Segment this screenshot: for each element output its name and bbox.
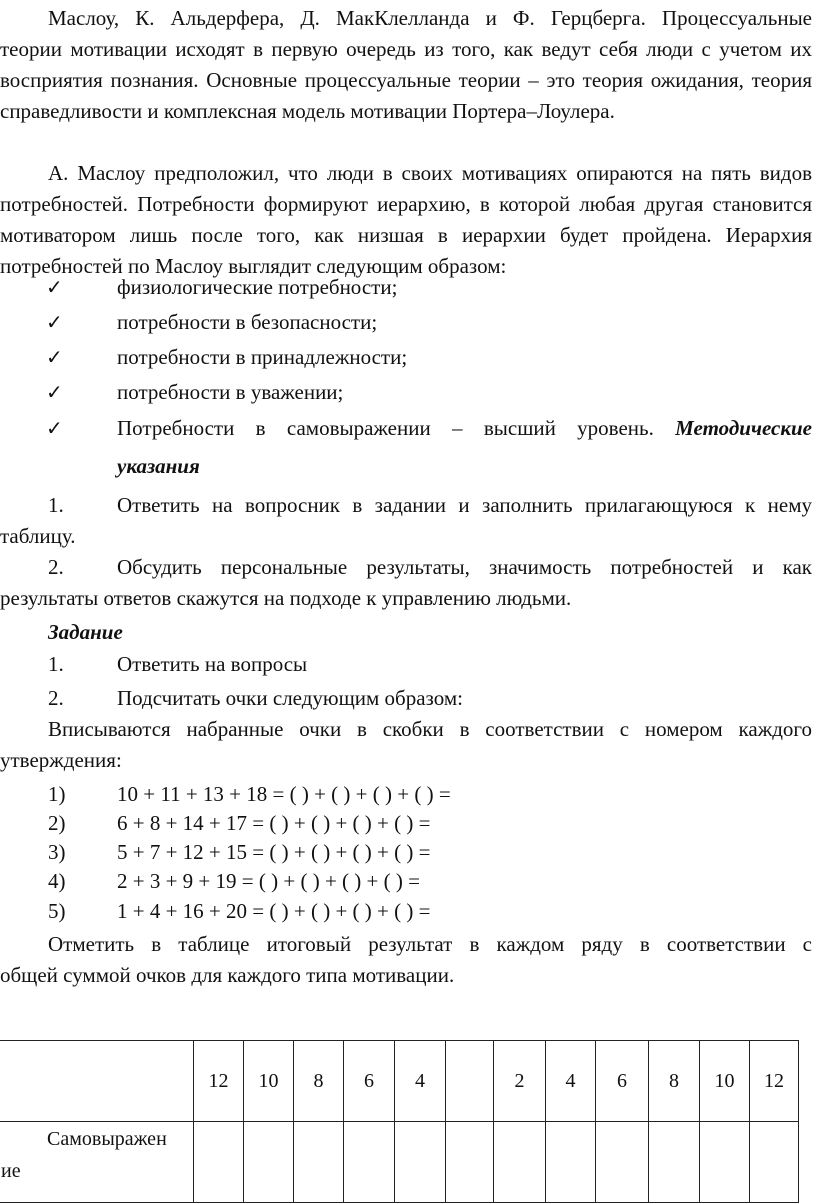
table-cell[interactable] [395,1122,446,1203]
table-cell[interactable] [344,1122,395,1203]
table-cell[interactable] [194,1122,244,1203]
table-cell[interactable] [649,1122,700,1203]
method-item-number: 2. [48,555,64,579]
formula-number: 4) [48,869,66,893]
checklist-item-text: Потребности в самовыражении – высший уровень. [117,416,654,440]
table-row-label [0,1122,194,1203]
table-header-cell: 4 [395,1041,446,1122]
table-header-cell: 12 [194,1041,244,1122]
table-cell[interactable] [596,1122,649,1203]
check-icon: ✓ [46,275,63,299]
formula-text: 10 + 11 + 13 + 18 = ( ) + ( ) + ( ) + ( ) = [117,782,451,806]
check-icon: ✓ [46,345,63,369]
task-step-text: Подсчитать очки следующим образом: [117,686,463,710]
maslow-paragraph: А. Маслоу предположил, что люди в своих мотивациях опираются на пять видов потребностей. Потребности формируют иерархию, в которой любая другая становится мотиватором лишь после того, как низшая в иерархии будет пройдена. Иерархия потребностей по Маслоу выглядит следующим образом: [0,161,812,278]
checklist-item: потребности в безопасности; [117,310,378,334]
intro-paragraph: теории мотивации исходят в первую очередь из того, как ведут себя люди с учетом их восприятия познания. Основные процессуальные теории – это теория ожидания, теория справедливости и комплексная модель мотивации Портера–Лоулера. [0,37,812,123]
results-table [0,1040,799,1203]
table-cell[interactable] [546,1122,596,1203]
checklist-item: физиологические потребности; [117,275,398,299]
check-icon: ✓ [46,416,63,440]
method-item-text: Обсудить персональные результаты, значимость потребностей и как [117,555,812,579]
formula-number: 1) [48,782,66,806]
row-label-line2: ие [1,1160,21,1182]
formula-text: 5 + 7 + 12 + 15 = ( ) + ( ) + ( ) + ( ) = [117,840,431,864]
table-cell[interactable] [244,1122,294,1203]
table-header-cell: 6 [344,1041,395,1122]
table-cell[interactable] [446,1122,494,1203]
table-header-cell: 6 [596,1041,649,1122]
table-header-cell: 10 [700,1041,750,1122]
table-cell[interactable] [700,1122,750,1203]
intro-paragraph-line1: Маслоу, К. Альдерфера, Д. МакКлелланда и Ф. Герцберга. Процессуальные [48,6,812,30]
task-step-number: 2. [48,686,64,710]
table-cell[interactable] [294,1122,344,1203]
task-instruction: Вписываются набранные очки в скобки в соответствии с номером каждого [48,717,812,741]
method-item-number: 1. [48,493,64,517]
check-icon: ✓ [46,380,63,404]
checklist-item: потребности в уважении; [117,380,344,404]
table-cell[interactable] [750,1122,799,1203]
table-header-cell: 8 [649,1041,700,1122]
formula-number: 3) [48,840,66,864]
formula-text: 2 + 3 + 9 + 19 = ( ) + ( ) + ( ) + ( ) = [117,869,420,893]
table-header-cell: 4 [546,1041,596,1122]
table-header-cell [446,1041,494,1122]
task-heading: Задание [48,620,123,644]
table-header-cell: 2 [494,1041,546,1122]
table-header-row [0,1041,799,1122]
table-header-cell: 12 [750,1041,799,1122]
table-header-cell: 10 [244,1041,294,1122]
task-instruction-cont: утверждения: [0,748,122,772]
method-heading-continued: указания [117,454,200,478]
checklist-item: потребности в принадлежности; [117,345,408,369]
formula-number: 5) [48,899,66,923]
final-instruction: Отметить в таблице итоговый результат в каждом ряду в соответствии с [48,932,812,956]
checklist-item-last [117,413,812,444]
task-step-text: Ответить на вопросы [117,652,308,676]
method-item-text-cont: таблицу. [0,524,76,548]
formula-number: 2) [48,811,66,835]
method-item-text: Ответить на вопросник в задании и заполнить прилагающуюся к нему [117,493,812,517]
table-corner-cell [0,1041,194,1122]
check-icon: ✓ [46,310,63,334]
method-heading: Методические [675,416,812,440]
task-step-number: 1. [48,652,64,676]
method-item-text-cont: результаты ответов скажутся на подходе к управлению людьми. [0,586,572,610]
formula-text: 6 + 8 + 14 + 17 = ( ) + ( ) + ( ) + ( ) = [117,811,431,835]
final-instruction-cont: общей суммой очков для каждого типа мотивации. [0,963,455,987]
table-cell[interactable] [494,1122,546,1203]
table-header-cell: 8 [294,1041,344,1122]
row-label-line1: Самовыражен [47,1128,167,1150]
table-row [0,1122,799,1203]
formula-text: 1 + 4 + 16 + 20 = ( ) + ( ) + ( ) + ( ) = [117,899,431,923]
